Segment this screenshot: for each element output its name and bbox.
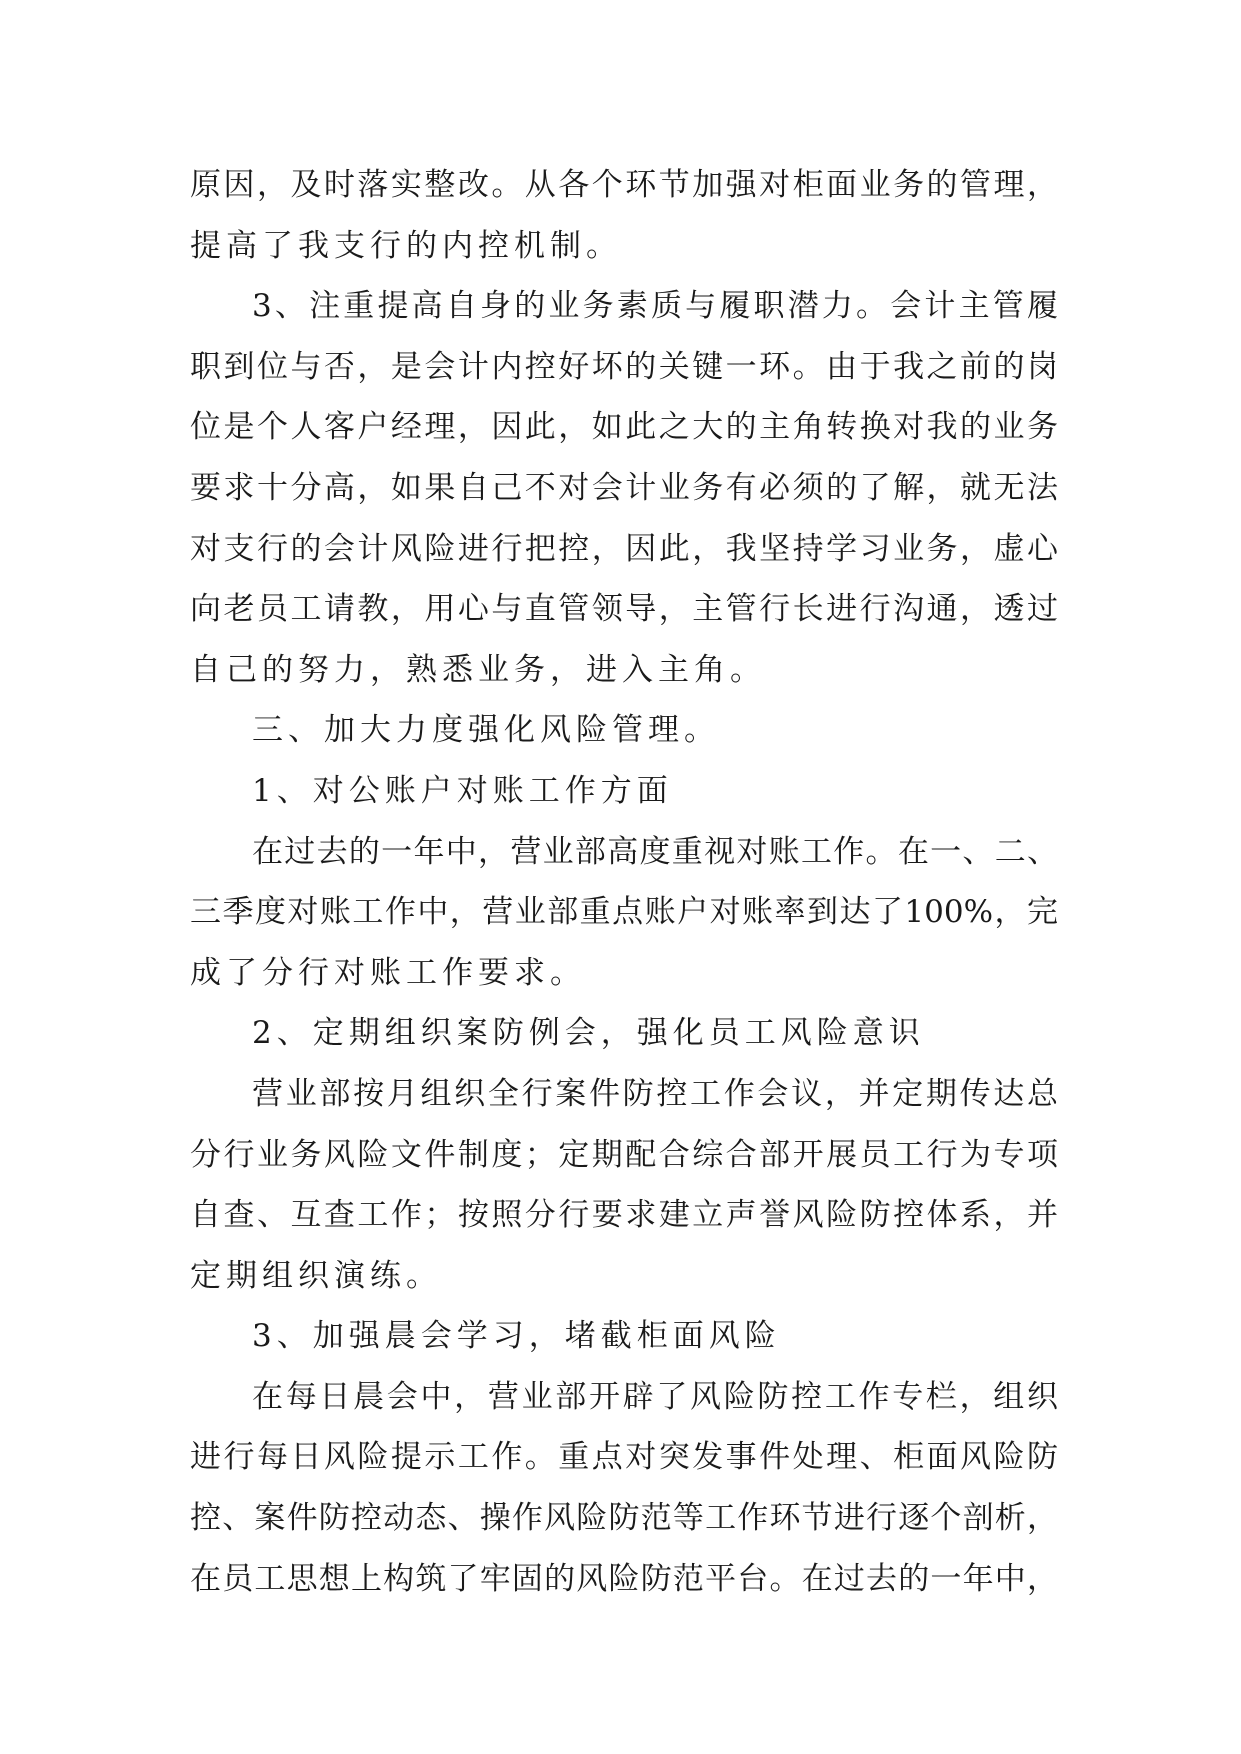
text-line: 分行业务风险文件制度；定期配合综合部开展员工行为专项 [190,1136,1058,1173]
paragraph-start-line: 在每日晨会中，营业部开辟了风险防控工作专栏，组织 [252,1378,1058,1415]
text-line: 成了分行对账工作要求。 [190,954,586,991]
text-line: 控、案件防控动态、操作风险防范等工作环节进行逐个剖析， [190,1500,1058,1537]
text-line: 位是个人客户经理，因此，如此之大的主角转换对我的业务 [190,409,1058,446]
paragraph-start-line: 在过去的一年中，营业部高度重视对账工作。在一、二、 [252,833,1058,870]
text-line: 三季度对账工作中，营业部重点账户对账率到达了100%，完 [190,894,1058,931]
text-line: 原因，及时落实整改。从各个环节加强对柜面业务的管理， [190,167,1058,203]
text-line: 定期组织演练。 [190,1257,442,1294]
text-line: 在员工思想上构筑了牢固的风险防范平台。在过去的一年中， [190,1560,1058,1597]
paragraph-start-line: 营业部按月组织全行案件防控工作会议，并定期传达总 [252,1075,1058,1112]
paragraph-start-line: 3、注重提高自身的业务素质与履职潜力。会计主管履 [252,288,1058,325]
body-text [190,155,1058,1609]
text-line: 要求十分高，如果自己不对会计业务有必须的了解，就无法 [190,469,1058,506]
text-line: 向老员工请教，用心与直管领导，主管行长进行沟通，透过 [190,591,1058,628]
text-line: 对支行的会计风险进行把控，因此，我坚持学习业务，虚心 [190,530,1058,567]
text-line: 进行每日风险提示工作。重点对突发事件处理、柜面风险防 [190,1439,1058,1476]
subsection-heading: 2、定期组织案防例会，强化员工风险意识 [252,1015,925,1052]
text-line: 自查、互查工作；按照分行要求建立声誉风险防控体系，并 [190,1197,1058,1234]
subsection-heading: 1、对公账户对账工作方面 [252,772,673,809]
text-line: 职到位与否，是会计内控好坏的关键一环。由于我之前的岗 [190,348,1058,385]
subsection-heading: 3、加强晨会学习，堵截柜面风险 [252,1318,781,1355]
text-line: 自己的努力，熟悉业务，进入主角。 [190,651,766,688]
section-heading: 三、加大力度强化风险管理。 [252,712,720,749]
text-line: 提高了我支行的内控机制。 [190,227,622,264]
